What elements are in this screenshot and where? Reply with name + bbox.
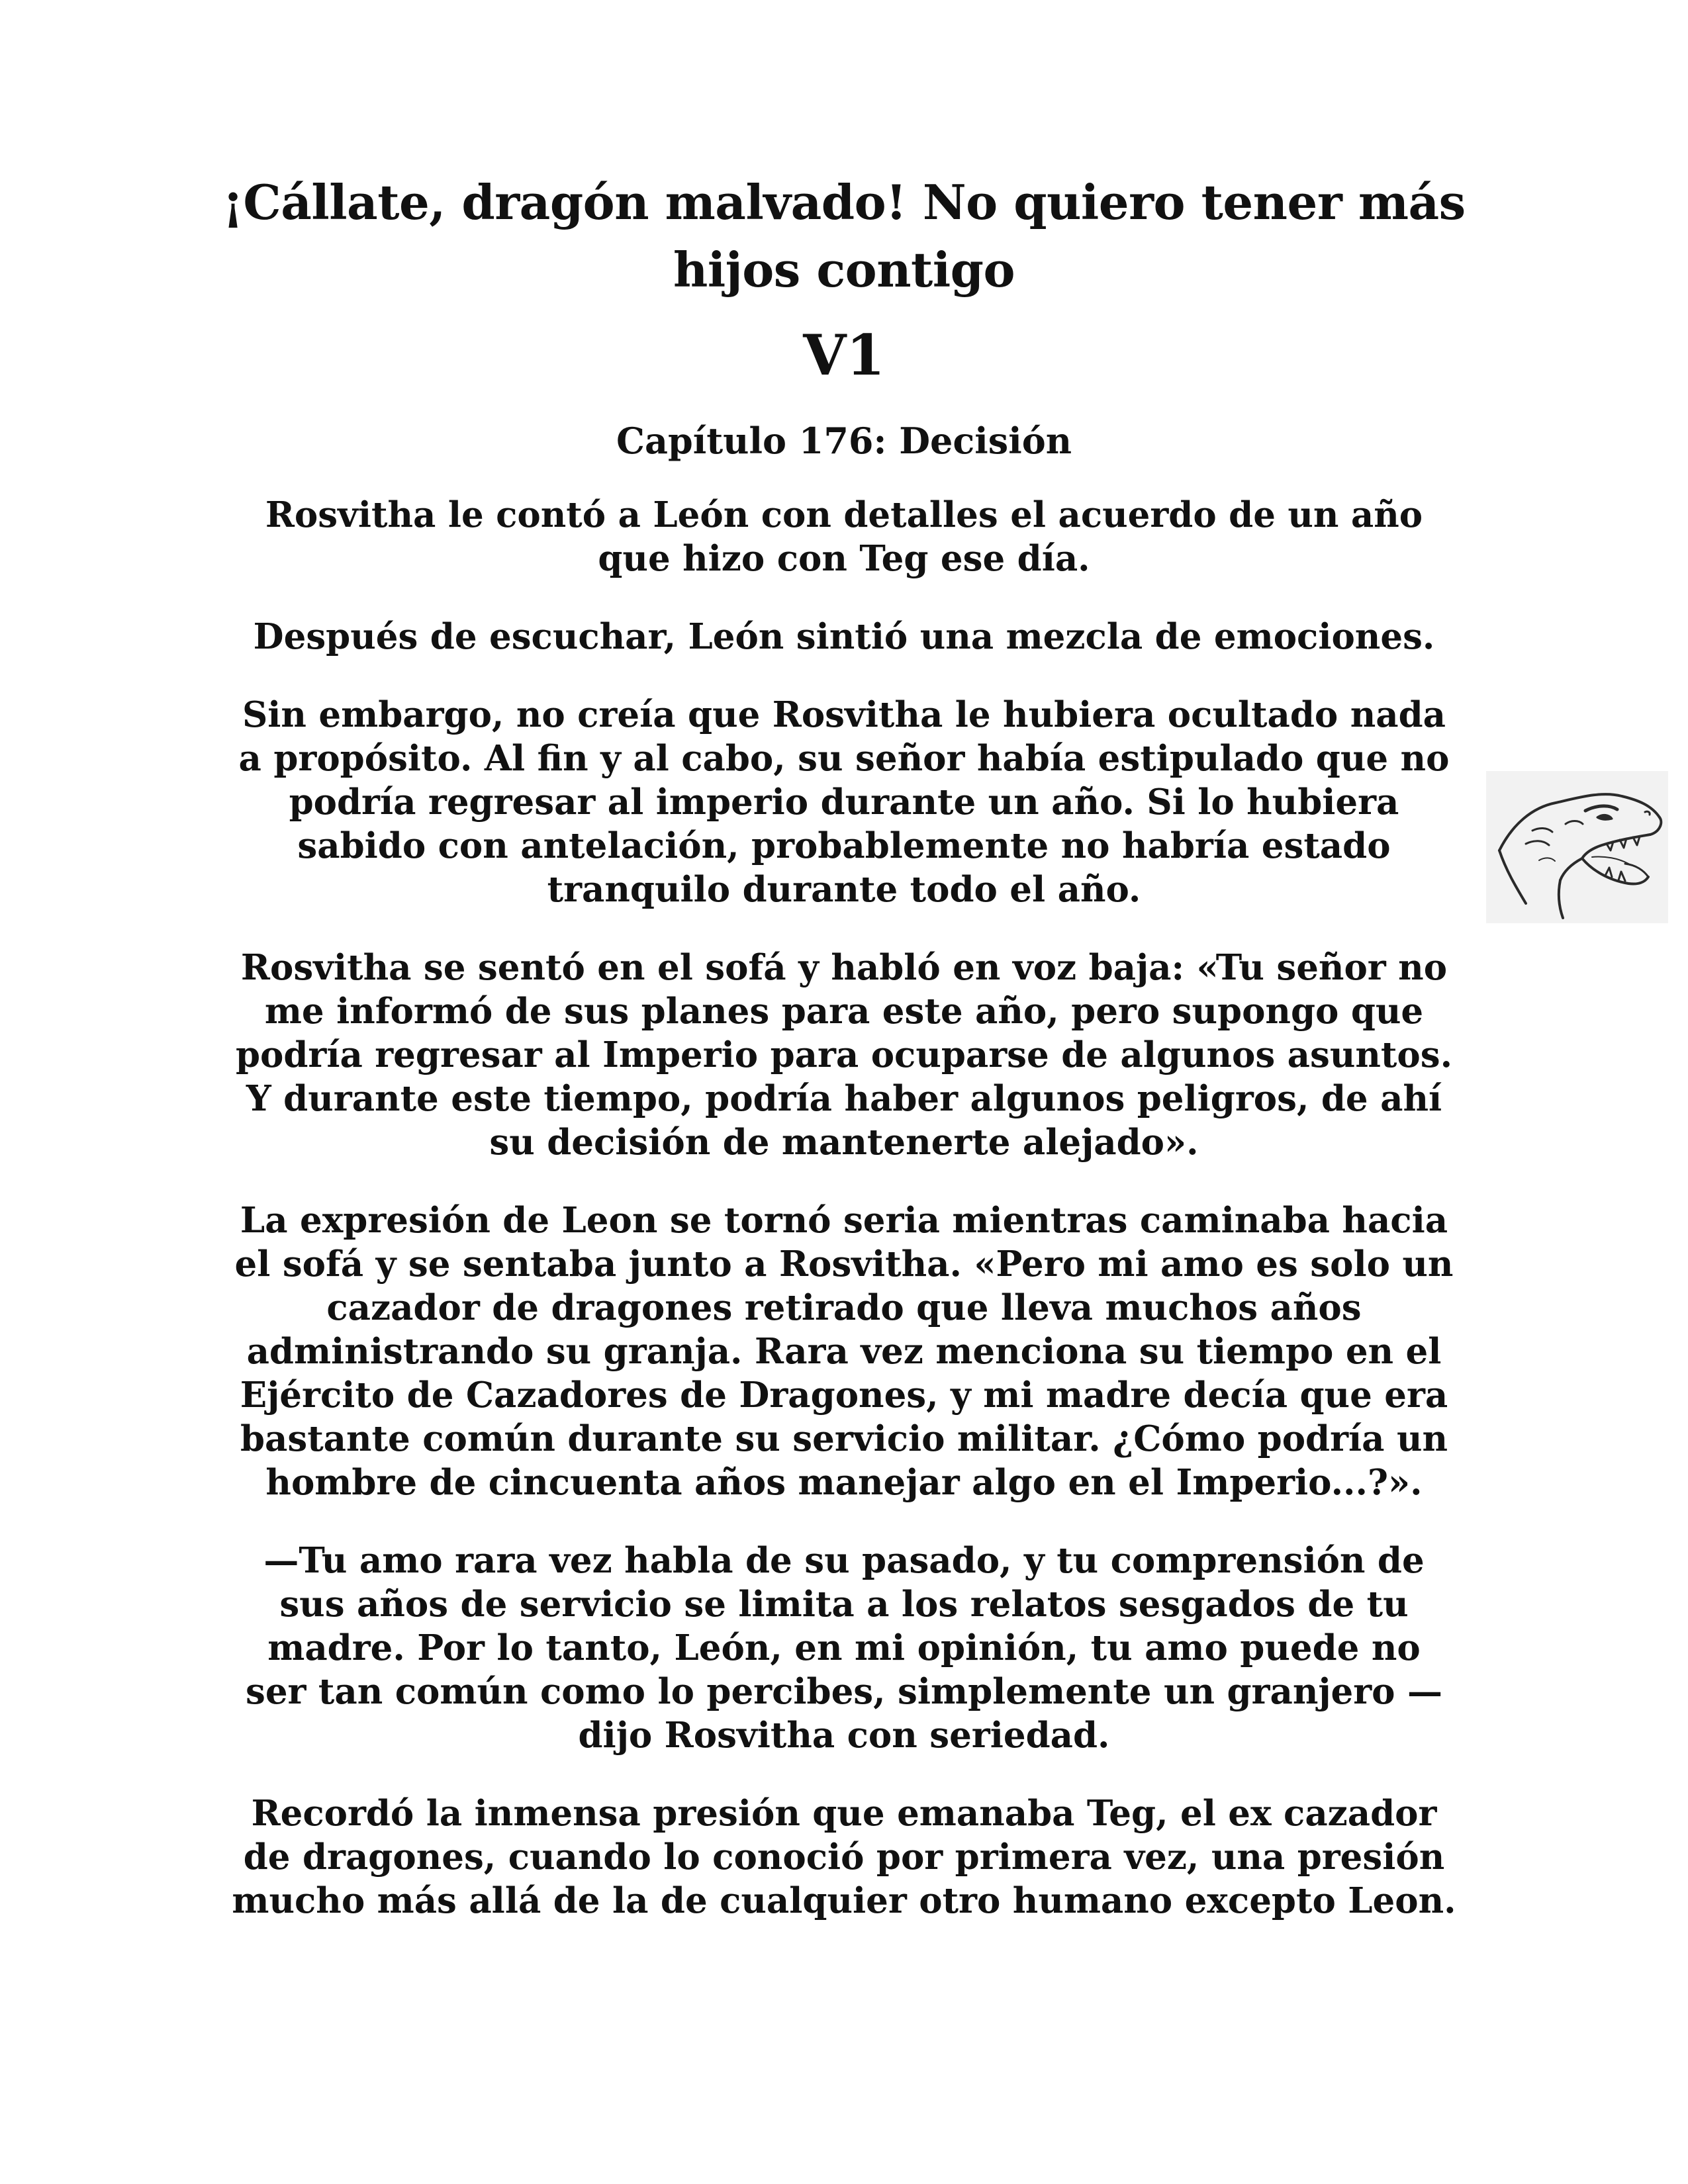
- paragraph: Recordó la inmensa presión que emanaba Teg, el ex cazador de dragones, cuando lo conoció por primera vez, una presión mucho más allá de la de cualquier otro humano excepto Leon.: [232, 1793, 1456, 1921]
- document-page: [199, 169, 1489, 1923]
- paragraph: Sin embargo, no creía que Rosvitha le hubiera ocultado nada a propósito. Al fin y al cabo, su señor había estipulado que no podría regresar al imperio durante un año. Si lo hubiera sabido con antelación, probablemente no habría estado tranquilo durante todo el año.: [238, 694, 1450, 910]
- volume-label: V1: [803, 322, 885, 388]
- paragraph: Rosvitha le contó a León con detalles el acuerdo de un año que hizo con Teg ese día.: [265, 494, 1423, 579]
- paragraph: Después de escuchar, León sintió una mezcla de emociones.: [253, 616, 1435, 657]
- paragraph: La expresión de Leon se tornó seria mientras caminaba hacia el sofá y se sentaba junto a Rosvitha. «Pero mi amo es solo un cazador de dragones retirado que lleva muchos años administrando su granja. Rara vez menciona su tiempo en el Ejército de Cazadores de Dragones, y mi madre decía que era bastante común durante su servicio militar. ¿Cómo podría un hombre de cincuenta años manejar algo en el Imperio...?».: [234, 1200, 1454, 1503]
- paragraph: Rosvitha se sentó en el sofá y habló en voz baja: «Tu señor no me informó de sus planes para este año, pero supongo que podría regresar al Imperio para ocuparse de algunos asuntos. Y durante este tiempo, podría haber algunos peligros, de ahí su decisión de mantenerte alejado».: [235, 947, 1453, 1163]
- document-title: ¡Cállate, dragón malvado! No quiero tener más hijos contigo: [222, 174, 1466, 298]
- paragraph: —Tu amo rara vez habla de su pasado, y tu comprensión de sus años de servicio se limita a los relatos sesgados de tu madre. Por lo tanto, León, en mi opinión, tu amo puede no ser tan común como lo percibes, simplemente un granjero —dijo Rosvitha con seriedad.: [246, 1540, 1442, 1756]
- dragon-head-icon: [1486, 771, 1668, 923]
- chapter-heading: Capítulo 176: Decisión: [616, 420, 1072, 462]
